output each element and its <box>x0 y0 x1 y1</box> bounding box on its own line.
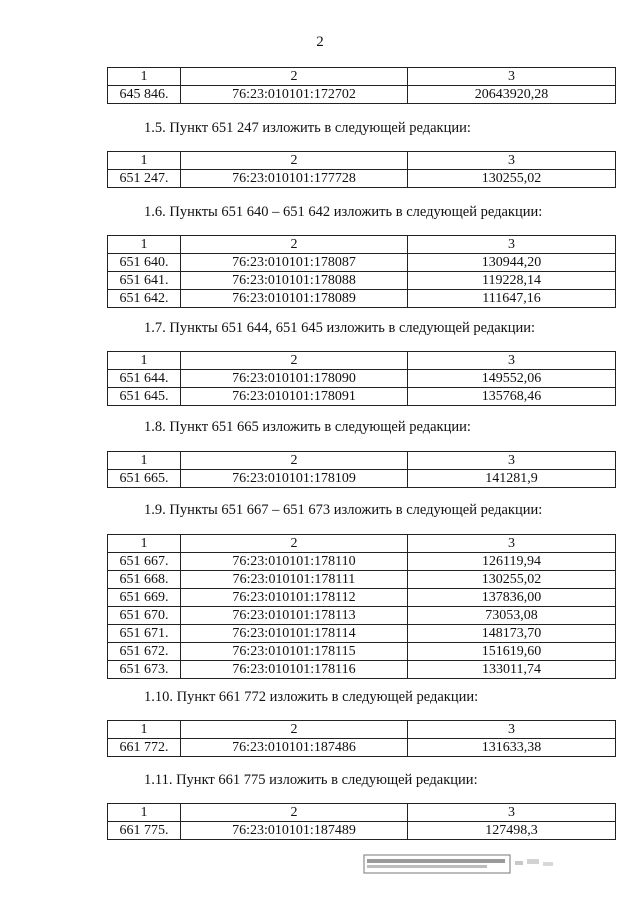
table-row <box>108 170 616 188</box>
item-number-cell: 651 247. <box>108 170 181 188</box>
cadastral-number-cell: 76:23:010101:172702 <box>181 86 408 104</box>
value-cell: 135768,46 <box>408 388 616 406</box>
value-cell: 130255,02 <box>408 571 616 589</box>
column-header: 1 <box>108 236 181 254</box>
cadastral-number-cell: 76:23:010101:178088 <box>181 272 408 290</box>
cadastral-number-cell: 76:23:010101:178110 <box>181 553 408 571</box>
table-header-row <box>108 452 616 470</box>
column-header: 2 <box>181 721 408 739</box>
value-cell: 131633,38 <box>408 739 616 757</box>
value-cell: 119228,14 <box>408 272 616 290</box>
table-row <box>108 661 616 679</box>
value-cell: 73053,08 <box>408 607 616 625</box>
amendment-table <box>107 67 616 104</box>
section-heading: 1.10. Пункт 661 772 изложить в следующей редакции: <box>144 689 479 705</box>
item-number-cell: 661 775. <box>108 822 181 840</box>
section-heading: 1.8. Пункт 651 665 изложить в следующей редакции: <box>144 419 471 435</box>
column-header: 3 <box>408 535 616 553</box>
table-row <box>108 571 616 589</box>
item-number-cell: 651 668. <box>108 571 181 589</box>
column-header: 3 <box>408 68 616 86</box>
column-header: 1 <box>108 804 181 822</box>
value-cell: 137836,00 <box>408 589 616 607</box>
column-header: 2 <box>181 68 408 86</box>
cadastral-number-cell: 76:23:010101:178090 <box>181 370 408 388</box>
value-cell: 130944,20 <box>408 254 616 272</box>
registry-stamp <box>363 853 558 875</box>
table-row <box>108 370 616 388</box>
table-header-row <box>108 352 616 370</box>
cadastral-number-cell: 76:23:010101:187486 <box>181 739 408 757</box>
item-number-cell: 651 667. <box>108 553 181 571</box>
column-header: 1 <box>108 452 181 470</box>
value-cell: 149552,06 <box>408 370 616 388</box>
column-header: 1 <box>108 152 181 170</box>
table-header-row <box>108 804 616 822</box>
item-number-cell: 651 645. <box>108 388 181 406</box>
amendment-table <box>107 151 616 188</box>
cadastral-number-cell: 76:23:010101:178091 <box>181 388 408 406</box>
table-row <box>108 607 616 625</box>
column-header: 3 <box>408 804 616 822</box>
column-header: 1 <box>108 721 181 739</box>
amendment-table <box>107 534 616 679</box>
value-cell: 151619,60 <box>408 643 616 661</box>
table-row <box>108 388 616 406</box>
table-row <box>108 272 616 290</box>
column-header: 2 <box>181 535 408 553</box>
column-header: 2 <box>181 352 408 370</box>
table-row <box>108 589 616 607</box>
item-number-cell: 651 673. <box>108 661 181 679</box>
table-row <box>108 625 616 643</box>
value-cell: 126119,94 <box>408 553 616 571</box>
table-row <box>108 290 616 308</box>
cadastral-number-cell: 76:23:010101:178109 <box>181 470 408 488</box>
column-header: 3 <box>408 721 616 739</box>
cadastral-number-cell: 76:23:010101:178112 <box>181 589 408 607</box>
amendment-table <box>107 720 616 757</box>
column-header: 3 <box>408 352 616 370</box>
item-number-cell: 661 772. <box>108 739 181 757</box>
cadastral-number-cell: 76:23:010101:177728 <box>181 170 408 188</box>
table-row <box>108 643 616 661</box>
item-number-cell: 651 642. <box>108 290 181 308</box>
item-number-cell: 651 671. <box>108 625 181 643</box>
cadastral-number-cell: 76:23:010101:178115 <box>181 643 408 661</box>
item-number-cell: 651 669. <box>108 589 181 607</box>
section-heading: 1.9. Пункты 651 667 – 651 673 изложить в следующей редакции: <box>144 502 543 518</box>
table-row <box>108 86 616 104</box>
cadastral-number-cell: 76:23:010101:178087 <box>181 254 408 272</box>
table-row <box>108 553 616 571</box>
column-header: 3 <box>408 152 616 170</box>
table-header-row <box>108 535 616 553</box>
value-cell: 127498,3 <box>408 822 616 840</box>
cadastral-number-cell: 76:23:010101:178114 <box>181 625 408 643</box>
column-header: 2 <box>181 236 408 254</box>
cadastral-number-cell: 76:23:010101:178116 <box>181 661 408 679</box>
amendment-table <box>107 803 616 840</box>
section-heading: 1.6. Пункты 651 640 – 651 642 изложить в следующей редакции: <box>144 204 543 220</box>
page-number: 2 <box>316 34 324 50</box>
section-heading: 1.5. Пункт 651 247 изложить в следующей редакции: <box>144 120 471 136</box>
item-number-cell: 651 665. <box>108 470 181 488</box>
item-number-cell: 645 846. <box>108 86 181 104</box>
table-row <box>108 254 616 272</box>
column-header: 1 <box>108 535 181 553</box>
table-row <box>108 470 616 488</box>
table-row <box>108 739 616 757</box>
column-header: 3 <box>408 452 616 470</box>
value-cell: 130255,02 <box>408 170 616 188</box>
cadastral-number-cell: 76:23:010101:187489 <box>181 822 408 840</box>
table-row <box>108 822 616 840</box>
item-number-cell: 651 641. <box>108 272 181 290</box>
amendment-table <box>107 235 616 308</box>
cadastral-number-cell: 76:23:010101:178111 <box>181 571 408 589</box>
value-cell: 148173,70 <box>408 625 616 643</box>
value-cell: 133011,74 <box>408 661 616 679</box>
item-number-cell: 651 672. <box>108 643 181 661</box>
column-header: 1 <box>108 352 181 370</box>
amendment-table <box>107 451 616 488</box>
section-heading: 1.7. Пункты 651 644, 651 645 изложить в следующей редакции: <box>144 320 535 336</box>
cadastral-number-cell: 76:23:010101:178089 <box>181 290 408 308</box>
column-header: 2 <box>181 452 408 470</box>
item-number-cell: 651 644. <box>108 370 181 388</box>
section-heading: 1.11. Пункт 661 775 изложить в следующей редакции: <box>144 772 478 788</box>
cadastral-number-cell: 76:23:010101:178113 <box>181 607 408 625</box>
value-cell: 111647,16 <box>408 290 616 308</box>
column-header: 2 <box>181 152 408 170</box>
column-header: 3 <box>408 236 616 254</box>
amendment-table <box>107 351 616 406</box>
value-cell: 20643920,28 <box>408 86 616 104</box>
column-header: 2 <box>181 804 408 822</box>
item-number-cell: 651 640. <box>108 254 181 272</box>
table-header-row <box>108 68 616 86</box>
value-cell: 141281,9 <box>408 470 616 488</box>
table-header-row <box>108 721 616 739</box>
table-header-row <box>108 236 616 254</box>
item-number-cell: 651 670. <box>108 607 181 625</box>
column-header: 1 <box>108 68 181 86</box>
table-header-row <box>108 152 616 170</box>
